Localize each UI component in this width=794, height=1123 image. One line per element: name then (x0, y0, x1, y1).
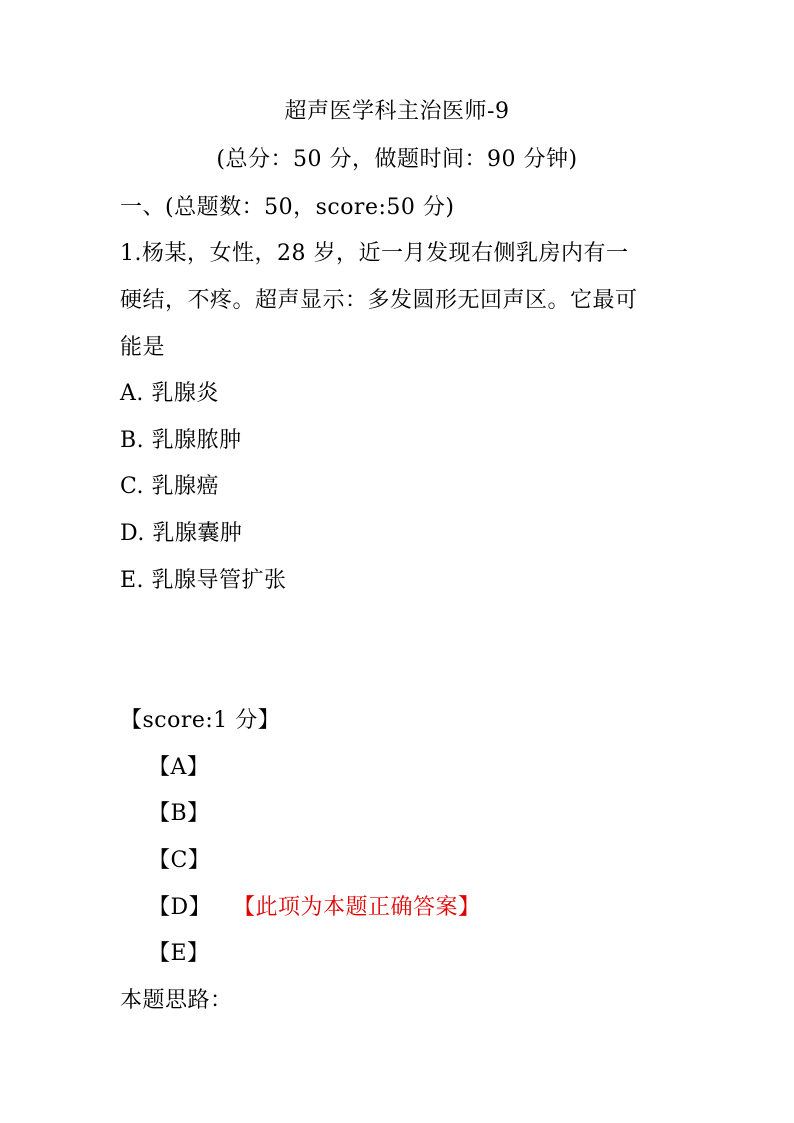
option-a: A. 乳腺炎 (120, 381, 219, 406)
question-stem-line-2: 硬结，不疼。超声显示：多发圆形无回声区。它最可 (120, 288, 638, 313)
answer-choice-d: 【D】 (148, 895, 212, 920)
score-label: 【score:1 分】 (120, 708, 281, 733)
correct-answer-marker: 【此项为本题正确答案】 (233, 895, 481, 920)
answer-choice-e: 【E】 (148, 941, 210, 966)
question-stem-line-1: 1.杨某，女性，28 岁，近一月发现右侧乳房内有一 (120, 241, 629, 266)
document-subtitle: (总分：50 分，做题时间：90 分钟) (216, 147, 578, 172)
document-title: 超声医学科主治医师-9 (284, 99, 510, 124)
answer-choice-c: 【C】 (148, 848, 211, 873)
option-b: B. 乳腺脓肿 (120, 428, 242, 453)
option-d: D. 乳腺囊肿 (120, 521, 243, 546)
option-c: C. 乳腺癌 (120, 474, 220, 499)
answer-choice-b: 【B】 (148, 801, 210, 826)
section-heading: 一、(总题数：50，score:50 分) (120, 195, 455, 220)
answer-choice-a: 【A】 (148, 755, 210, 780)
explanation-label: 本题思路： (120, 988, 233, 1013)
option-e: E. 乳腺导管扩张 (120, 568, 287, 593)
question-stem-line-3: 能是 (120, 335, 166, 360)
